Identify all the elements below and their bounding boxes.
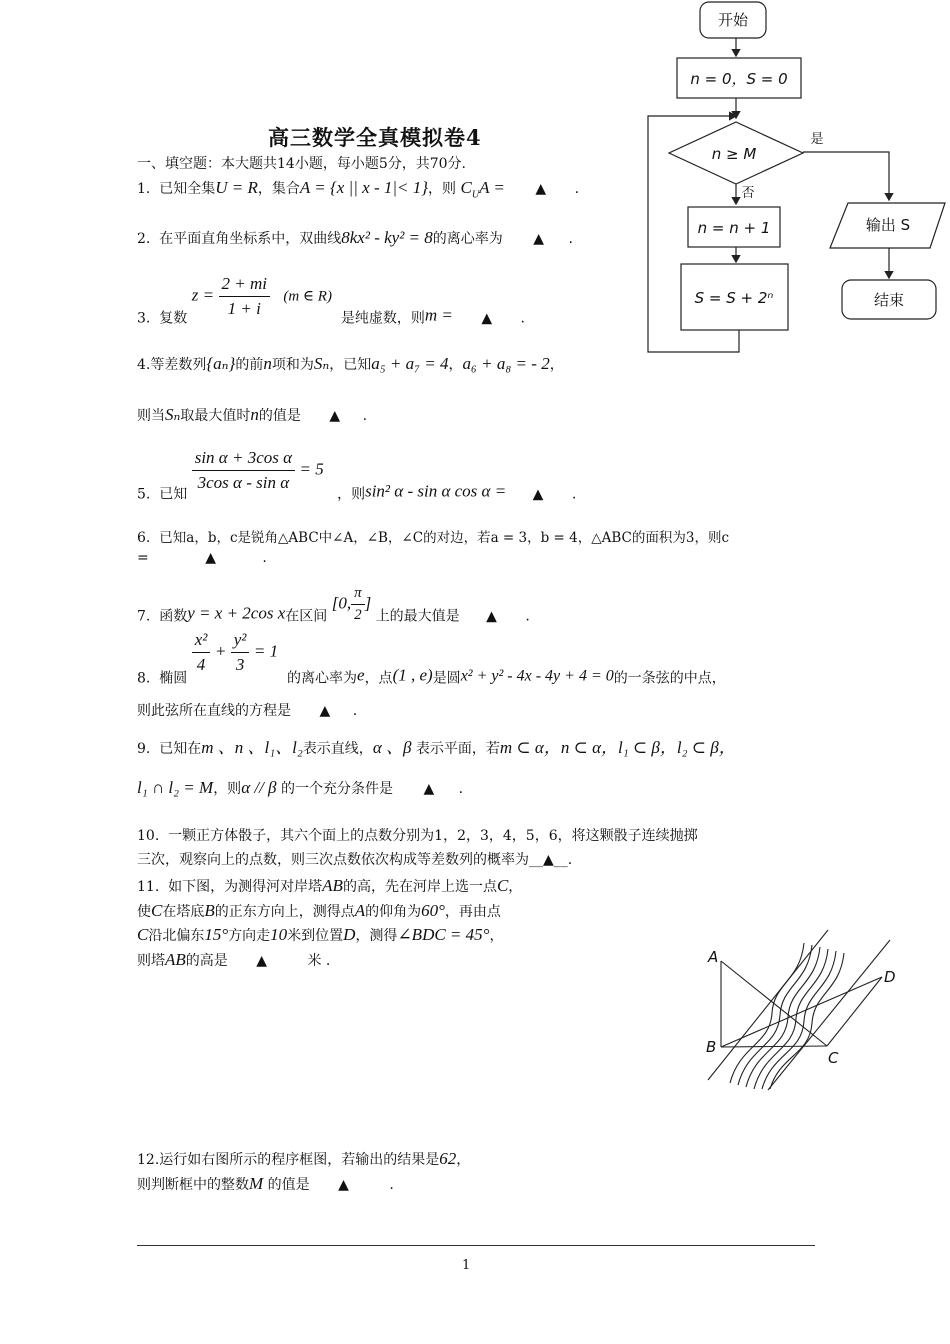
river-wave bbox=[730, 943, 804, 1083]
river-tower-figure bbox=[700, 925, 912, 1095]
section-heading: 一、填空题：本大题共14小题，每小题5分，共70分. bbox=[137, 156, 466, 172]
flow-end-label: 结束 bbox=[873, 291, 905, 309]
answer-blank: ▲ bbox=[535, 181, 547, 197]
point-d-label: D bbox=[884, 968, 896, 986]
question-11-line-3: C沿北偏东15°方向走10米到位置D，测得∠BDC = 45°， bbox=[137, 925, 504, 944]
question-10: 10. 一颗正方体骰子，其六个面上的点数分别为1，2，3，4，5，6，将这颗骰子连续抛掷 bbox=[137, 828, 698, 844]
river-bank-left bbox=[708, 930, 828, 1080]
fraction: $\frac{\text{sin α + 3cos α}}{\text{3cos α - sin α}}$ bbox=[192, 448, 295, 493]
question-9: 9. 已知在m 、n 、l₁、l₂表示直线，α 、β 表示平面，若m ⊂ α，n ⊂ α，l₁ ⊂ β，l₂ ⊂ β， bbox=[137, 738, 736, 757]
flow-yes-label: 是 bbox=[810, 132, 824, 147]
fraction: $\frac{\text{x²}}{4}$ bbox=[192, 630, 211, 675]
question-11-line-2: 使C在塔底B的正东方向上，测得点A的仰角为60°，再由点 bbox=[137, 901, 501, 920]
question-6-line-2: = ▲ . bbox=[137, 550, 267, 566]
question-12-line-2: 则判断框中的整数M 的值是 ▲ . bbox=[137, 1174, 394, 1193]
river-wave bbox=[754, 949, 828, 1089]
fraction: $\frac{\text{y²}}{3}$ bbox=[231, 630, 250, 675]
page-number: 1 bbox=[462, 1258, 471, 1273]
flow-no-label: 否 bbox=[741, 186, 755, 201]
answer-blank: ▲ bbox=[338, 1177, 349, 1193]
question-8-line-2: 则此弦所在直线的方程是 ▲ . bbox=[137, 703, 358, 719]
question-7: 7. 函数y = x + 2cos x在区间 [0, $\frac{\pi}{2}$ ] 上的最大值是 ▲ . bbox=[137, 585, 530, 625]
answer-blank: ▲ bbox=[533, 231, 545, 247]
flow-increment-label: n = n + 1 bbox=[697, 219, 771, 237]
question-6: 6. 已知a，b，c是锐角△ABC中∠A，∠B，∠C的对边，若a = 3，b = 4，△ABC的面积为3，则c bbox=[137, 530, 730, 546]
answer-blank: ▲ bbox=[256, 953, 268, 969]
question-3: 3. 复数 z = $\frac{2 + mi}{1 + i}$ (m ∈ R) 是纯虚数，则m = ▲ . bbox=[137, 274, 525, 327]
flow-output-label: 输出 S bbox=[865, 216, 911, 234]
fraction: $\frac{\pi}{2}$ bbox=[351, 585, 365, 624]
answer-blank: ▲ bbox=[543, 852, 554, 868]
answer-blank: ▲ bbox=[205, 550, 216, 566]
point-c-label: C bbox=[828, 1049, 839, 1067]
point-b-label: B bbox=[706, 1038, 717, 1056]
flow-init-label: n = 0，S = 0 bbox=[690, 70, 788, 88]
question-11: 11. 如下图，为测得河对岸塔AB的高，先在河岸上选一点C， bbox=[137, 876, 523, 895]
question-4: 4.等差数列{aₙ}的前n项和为Sₙ，已知a₅ + a₇ = 4，a₆ + a₈ = - 2， bbox=[137, 354, 564, 373]
river-bank-right bbox=[768, 940, 890, 1090]
question-12: 12.运行如右图所示的程序框图，若输出的结果是62， bbox=[137, 1149, 471, 1168]
flowchart-diagram bbox=[640, 0, 950, 360]
question-1: 1. 已知全集U = R，集合A = {x || x - 1|< 1}，则 $C_UA$ = ▲ . bbox=[137, 178, 580, 201]
page-title: 高三数学全真模拟卷4 bbox=[268, 125, 482, 150]
question-9-line-2: l₁ ∩ l₂ = M，则α // β 的一个充分条件是 ▲ . bbox=[137, 778, 464, 797]
answer-blank: ▲ bbox=[423, 781, 435, 797]
answer-blank: ▲ bbox=[532, 486, 544, 503]
flow-update-label: S = S + 2ⁿ bbox=[694, 289, 774, 307]
fraction: $\frac{2 + mi}{1 + i}$ bbox=[219, 274, 270, 319]
question-10-line-2: 三次，观察向上的点数，则三次点数依次构成等差数列的概率为__▲__. bbox=[137, 852, 573, 868]
line-cd bbox=[827, 977, 882, 1046]
answer-blank: ▲ bbox=[486, 608, 497, 625]
question-2: 2. 在平面直角坐标系中，双曲线8kx² - ky² = 8的离心率为 ▲ . bbox=[137, 228, 573, 247]
footer-divider bbox=[137, 1245, 815, 1246]
answer-blank: ▲ bbox=[319, 703, 331, 719]
flow-start-label: 开始 bbox=[717, 11, 749, 29]
flow-decision-label: n ≥ M bbox=[711, 145, 757, 163]
answer-blank: ▲ bbox=[481, 310, 493, 327]
question-4-line-2: 则当Sₙ取最大值时n的值是 ▲ . bbox=[137, 405, 368, 424]
point-a-label: A bbox=[708, 948, 719, 966]
question-8: 8. 椭圆 $\frac{\text{x²}}{4}$ + $\frac{\text{y²}}{3}$ = 1 的离心率为e，点(1 , e)是圆x² + y² - 4x - 4y + 4 = 0的一条弦的中点， bbox=[137, 630, 726, 687]
question-5: 5. 已知 $\frac{\text{sin α + 3cos α}}{\text{3cos α - sin α}}$ = 5 ，则sin² α - sin α cos α = ▲ . bbox=[137, 448, 577, 503]
answer-blank: ▲ bbox=[329, 408, 341, 424]
question-11-line-4: 则塔AB的高是 ▲ 米 . bbox=[137, 950, 331, 969]
